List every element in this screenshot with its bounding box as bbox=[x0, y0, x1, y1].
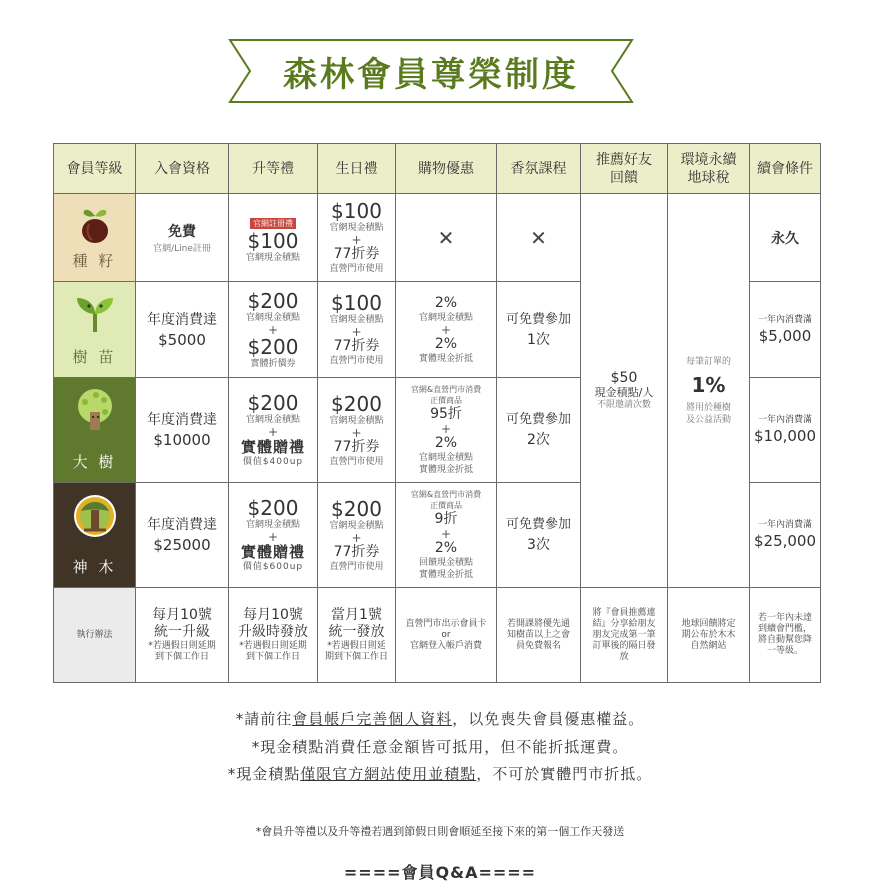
level-sapling: 樹 苗 bbox=[54, 282, 136, 378]
exec-shopping: 直營門市出示會員卡 or 官網登入帳戶消費 bbox=[396, 588, 497, 683]
none-icon: ✕ bbox=[437, 225, 455, 250]
upgrade-cell: 官網註冊禮 $100 官網現金積點 bbox=[229, 194, 318, 282]
header-shopping: 購物優惠 bbox=[396, 144, 497, 194]
title-banner bbox=[226, 38, 636, 104]
note-profile: *請前往會員帳戶完善個人資料，以免喪失會員優惠權益。 bbox=[235, 710, 645, 728]
big-tree-icon bbox=[74, 388, 116, 434]
header-row bbox=[54, 144, 821, 194]
birthday-cell: $200 官網現金積點 + 77折券 直營門市使用 bbox=[318, 483, 396, 588]
qualify-cell: 年度消費達 $10000 bbox=[136, 378, 229, 483]
header-birthday-gift: 生日禮 bbox=[318, 144, 396, 194]
qualify-cell: 年度消費達 $5000 bbox=[136, 282, 229, 378]
header-course: 香氛課程 bbox=[497, 144, 581, 194]
note-online-only: *現金積點僅限官方網站使用並積點，不可於實體門市折抵。 bbox=[227, 765, 653, 783]
qa-heading: ====會員Q&A==== bbox=[343, 863, 537, 882]
exec-tax: 地球回饋將定 期公布於木木 自然網站 bbox=[668, 588, 750, 683]
upgrade-cell: $200 官網現金積點 + $200 實體折價券 bbox=[229, 282, 318, 378]
birthday-cell: $100 官網現金積點 + 77折券 直營門市使用 bbox=[318, 194, 396, 282]
registration-tag: 官網註冊禮 bbox=[250, 218, 296, 229]
exec-label: 執行辦法 bbox=[54, 588, 136, 683]
exec-course: 若開課將優先通 知樹苗以上之會 員免費報名 bbox=[497, 588, 581, 683]
qualify-cell: 免費 官網/Line註冊 bbox=[136, 194, 229, 282]
shopping-cell bbox=[396, 194, 497, 282]
exec-renew: 若一年內未達 到續會門檻， 將自動幫您降 一等級。 bbox=[750, 588, 821, 683]
header-referral: 推薦好友 回饋 bbox=[581, 144, 668, 194]
none-icon: ✕ bbox=[530, 225, 547, 250]
header-renew: 續會條件 bbox=[750, 144, 821, 194]
renew-cell: 一年內消費滿 $25,000 bbox=[750, 483, 821, 588]
membership-table bbox=[53, 143, 821, 683]
level-seed: 種 籽 bbox=[54, 194, 136, 282]
shopping-cell: 官網&直營門市消費 正價商品 9折 + 2% 回饋現金積點 實體現金折抵 bbox=[396, 483, 497, 588]
upgrade-cell: $200 官網現金積點 + 實體贈禮 價值$400up bbox=[229, 378, 318, 483]
sacred-tree-icon bbox=[71, 493, 119, 539]
exec-birthday: 當月1號 統一發放 *若遇假日則延 期到下個工作日 bbox=[318, 588, 396, 683]
exec-referral: 將『會員推薦連 結』分享給朋友 朋友完成第一筆 訂單後的隔日發 放 bbox=[581, 588, 668, 683]
header-qualify: 入會資格 bbox=[136, 144, 229, 194]
header-earth-tax: 環境永續 地球稅 bbox=[668, 144, 750, 194]
header-level: 會員等級 bbox=[54, 144, 136, 194]
renew-cell: 永久 bbox=[750, 194, 821, 282]
note-points: *現金積點消費任意金額皆可抵用，但不能折抵運費。 bbox=[251, 738, 629, 756]
level-sacred-tree: 神 木 bbox=[54, 483, 136, 588]
course-cell bbox=[497, 194, 581, 282]
course-cell: 可免費參加 3次 bbox=[497, 483, 581, 588]
sapling-icon bbox=[75, 292, 115, 336]
exec-row bbox=[54, 588, 821, 683]
seed-icon bbox=[78, 204, 112, 244]
shopping-cell: 2% 官網現金積點 + 2% 實體現金折抵 bbox=[396, 282, 497, 378]
renew-cell: 一年內消費滿 $5,000 bbox=[750, 282, 821, 378]
referral-cell: $50 現金積點/人 不限邀請次數 bbox=[581, 194, 668, 588]
earth-tax-cell: 每筆訂單的 1% 將用於種樹 及公益活動 bbox=[668, 194, 750, 588]
birthday-cell: $100 官網現金積點 + 77折券 直營門市使用 bbox=[318, 282, 396, 378]
account-link-text: 會員帳戶完善個人資料 bbox=[292, 710, 453, 728]
holiday-note: *會員升等禮以及升等禮若遇到節假日則會順延至接下來的第一個工作天發送 bbox=[255, 825, 625, 838]
table-row bbox=[54, 194, 821, 282]
level-big-tree: 大 樹 bbox=[54, 378, 136, 483]
course-cell: 可免費參加 2次 bbox=[497, 378, 581, 483]
qualify-cell: 年度消費達 $25000 bbox=[136, 483, 229, 588]
renew-cell: 一年內消費滿 $10,000 bbox=[750, 378, 821, 483]
shopping-cell: 官網&直營門市消費 正價商品 95折 + 2% 官網現金積點 實體現金折抵 bbox=[396, 378, 497, 483]
upgrade-cell: $200 官網現金積點 + 實體贈禮 價值$600up bbox=[229, 483, 318, 588]
header-upgrade-gift: 升等禮 bbox=[229, 144, 318, 194]
birthday-cell: $200 官網現金積點 + 77折券 直營門市使用 bbox=[318, 378, 396, 483]
exec-upgrade: 每月10號 升級時發放 *若遇假日則延期 到下個工作日 bbox=[229, 588, 318, 683]
course-cell: 可免費參加 1次 bbox=[497, 282, 581, 378]
page-title: 森林會員尊榮制度 bbox=[283, 54, 579, 95]
exec-qualify: 每月10號 統一升級 *若遇假日則延期 到下個工作日 bbox=[136, 588, 229, 683]
